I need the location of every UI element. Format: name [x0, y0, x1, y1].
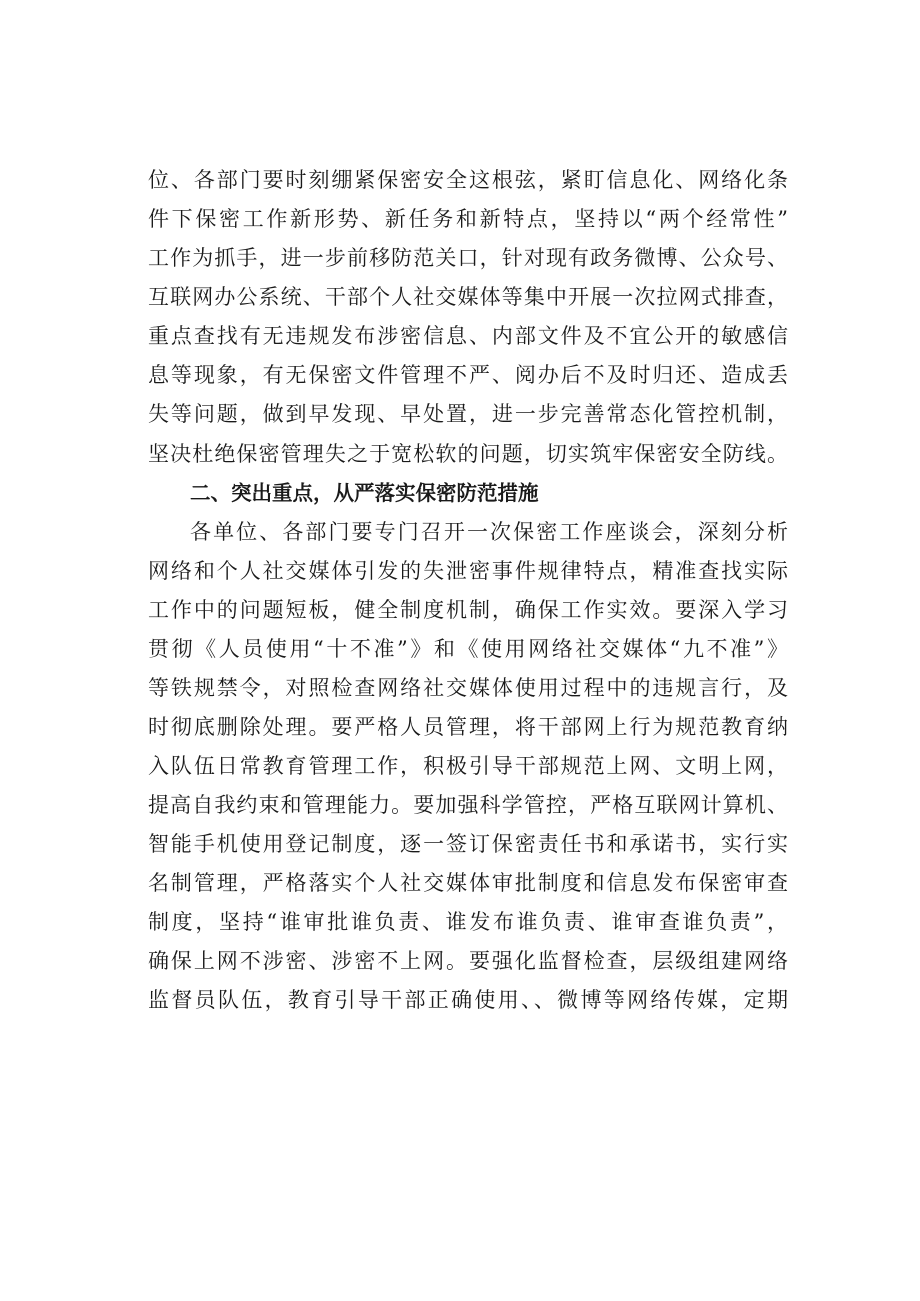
body-line: 提高自我约束和管理能力。要加强科学管控，严格互联网计算机、	[148, 793, 788, 817]
body-line: 智能手机使用登记制度，逐一签订保密责任书和承诺书，实行实	[148, 832, 788, 856]
body-line: 工作中的问题短板，健全制度机制，确保工作实效。要深入学习	[148, 598, 788, 622]
body-line: 工作为抓手，进一步前移防范关口，针对现有政务微博、公众号、	[148, 246, 788, 270]
body-line: 坚决杜绝保密管理失之于宽松软的问题，切实筑牢保密安全防线。	[148, 442, 788, 466]
body-line: 入队伍日常教育管理工作，积极引导干部规范上网、文明上网，	[148, 754, 788, 778]
body-line: 位、各部门要时刻绷紧保密安全这根弦，紧盯信息化、网络化条	[148, 168, 788, 192]
body-line: 件下保密工作新形势、新任务和新特点，坚持以“两个经常性”	[148, 207, 788, 231]
body-line: 等铁规禁令，对照检查网络社交媒体使用过程中的违规言行，及	[148, 676, 788, 700]
body-line: 时彻底删除处理。要严格人员管理，将干部网上行为规范教育纳	[148, 715, 788, 739]
body-line: 确保上网不涉密、涉密不上网。要强化监督检查，层级组建网络	[148, 949, 788, 973]
body-line: 名制管理，严格落实个人社交媒体审批制度和信息发布保密审查	[148, 871, 788, 895]
body-line: 重点查找有无违规发布涉密信息、内部文件及不宜公开的敏感信	[148, 324, 788, 348]
body-line: 息等现象，有无保密文件管理不严、阅办后不及时归还、造成丢	[148, 363, 788, 387]
body-line: 网络和个人社交媒体引发的失泄密事件规律特点，精准查找实际	[148, 559, 788, 583]
section-heading: 二、突出重点，从严落实保密防范措施	[190, 481, 539, 505]
body-line: 监督员队伍，教育引导干部正确使用、、微博等网络传媒，定期	[148, 988, 788, 1012]
body-line: 贯彻《人员使用“十不准”》和《使用网络社交媒体“九不准”》	[148, 637, 788, 661]
body-line: 制度，坚持“谁审批谁负责、谁发布谁负责、谁审查谁负责”，	[148, 910, 788, 934]
paragraph-first-line: 各单位、各部门要专门召开一次保密工作座谈会，深刻分析	[190, 520, 788, 544]
body-line: 失等问题，做到早发现、早处置，进一步完善常态化管控机制，	[148, 402, 788, 426]
body-line: 互联网办公系统、干部个人社交媒体等集中开展一次拉网式排查，	[148, 285, 788, 309]
